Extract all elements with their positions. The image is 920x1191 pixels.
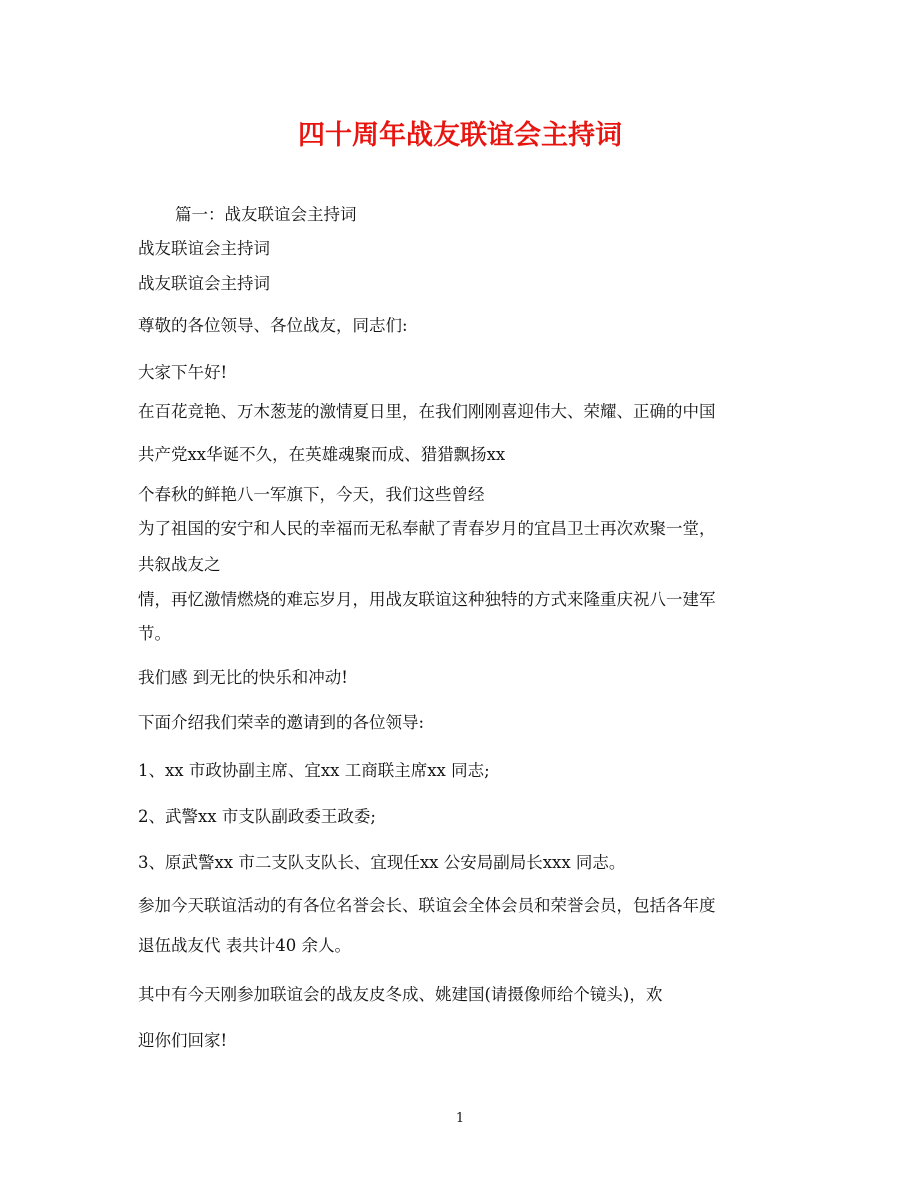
paragraph-line: 我们感 到无比的快乐和冲动! bbox=[138, 668, 348, 687]
paragraph-line: 为了祖国的安宁和人民的幸福而无私奉献了青春岁月的宜昌卫士再次欢聚一堂， bbox=[138, 519, 716, 538]
document-title: 四十周年战友联谊会主持词 bbox=[298, 120, 622, 151]
paragraph-line: 2、武警xx 市支队副政委王政委; bbox=[138, 807, 376, 826]
paragraph-line: 迎你们回家! bbox=[138, 1031, 228, 1050]
paragraph-line: 节。 bbox=[138, 624, 171, 643]
paragraph-line: 3、原武警xx 市二支队支队长、宜现任xx 公安局副局长xxx 同志。 bbox=[138, 853, 626, 872]
paragraph-line: 其中有今天刚参加联谊会的战友皮冬成、姚建国(请摄像师给个镜头)，欢 bbox=[138, 985, 663, 1004]
paragraph-line: 在百花竞艳、万木葱茏的激情夏日里，在我们刚刚喜迎伟大、荣耀、正确的中国 bbox=[138, 402, 716, 421]
paragraph-line: 共叙战友之 bbox=[138, 555, 221, 574]
paragraph-line: 战友联谊会主持词 bbox=[138, 239, 270, 258]
paragraph-line: 情，再忆激情燃烧的难忘岁月，用战友联谊这种独特的方式来隆重庆祝八一建军 bbox=[138, 590, 716, 609]
paragraph-line: 参加今天联谊活动的有各位名誉会长、联谊会全体会员和荣誉会员，包括各年度 bbox=[138, 896, 716, 915]
page-number: 1 bbox=[455, 1111, 465, 1126]
paragraph-line: 战友联谊会主持词 bbox=[138, 274, 270, 293]
paragraph-line: 尊敬的各位领导、各位战友，同志们: bbox=[138, 316, 408, 335]
paragraph-line: 大家下午好! bbox=[138, 363, 228, 382]
paragraph-line: 1、xx 市政协副主席、宜xx 工商联主席xx 同志; bbox=[138, 761, 490, 780]
paragraph-line: 退伍战友代 表共计40 余人。 bbox=[138, 936, 351, 955]
paragraph-line: 下面介绍我们荣幸的邀请到的各位领导: bbox=[138, 713, 425, 732]
paragraph-line: 个春秋的鲜艳八一军旗下，今天，我们这些曾经 bbox=[138, 485, 485, 504]
paragraph-line: 篇一：战友联谊会主持词 bbox=[175, 205, 357, 224]
paragraph-line: 共产党xx华诞不久，在英雄魂聚而成、猎猎飘扬xx bbox=[138, 445, 506, 464]
